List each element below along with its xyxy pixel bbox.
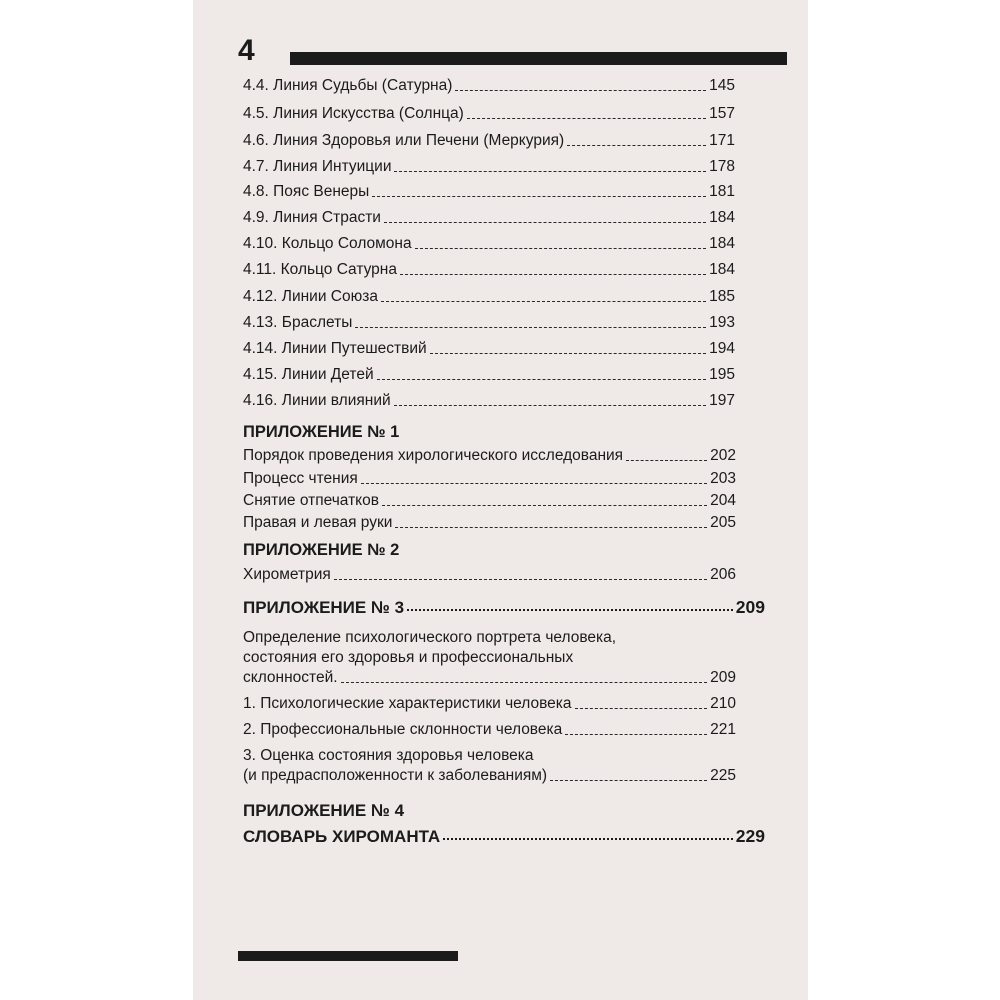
toc-entry-page: 171 bbox=[709, 132, 735, 149]
toc-entry-title: Хирометрия bbox=[243, 566, 331, 583]
toc-entry-title: склонностей. bbox=[243, 669, 338, 686]
appendix-3-page: 209 bbox=[735, 597, 765, 617]
appendix-1-heading[interactable]: ПРИЛОЖЕНИЕ № 1 bbox=[243, 423, 400, 441]
toc-entry-title: 4.4. Линия Судьбы (Сатурна) bbox=[243, 77, 453, 94]
dot-leader bbox=[407, 609, 733, 611]
toc-entry-page: 195 bbox=[709, 366, 735, 383]
toc-entry-page: 202 bbox=[710, 447, 736, 464]
toc-entry[interactable] bbox=[243, 766, 736, 786]
toc-entry-title: 1. Психологические характеристики человека bbox=[243, 695, 572, 712]
toc-entry[interactable] bbox=[243, 446, 736, 466]
toc-entry[interactable] bbox=[243, 313, 735, 333]
dot-leader bbox=[575, 708, 708, 709]
toc-entry-page: 193 bbox=[709, 314, 735, 331]
toc-entry-page: 181 bbox=[709, 183, 735, 200]
toc-entry-page: 145 bbox=[709, 77, 735, 94]
toc-entry-page: 178 bbox=[709, 158, 735, 175]
dot-leader bbox=[467, 118, 706, 119]
dot-leader bbox=[384, 222, 706, 223]
toc-entry[interactable] bbox=[243, 513, 736, 533]
toc-entry[interactable] bbox=[243, 76, 735, 96]
toc-entry-title: 4.7. Линия Интуиции bbox=[243, 158, 392, 175]
toc-entry[interactable] bbox=[243, 720, 736, 740]
header-rule bbox=[290, 52, 787, 65]
toc-entry-page: 204 bbox=[710, 492, 736, 509]
footer-rule bbox=[238, 951, 458, 961]
dot-leader bbox=[443, 838, 733, 840]
toc-entry-page: 194 bbox=[709, 340, 735, 357]
toc-entry[interactable] bbox=[243, 491, 736, 511]
toc-entry-page: 205 bbox=[710, 514, 736, 531]
appendix-4-title: СЛОВАРЬ ХИРОМАНТА bbox=[243, 827, 441, 846]
appendix-3-heading: ПРИЛОЖЕНИЕ № 3 bbox=[243, 598, 405, 617]
toc-entry[interactable] bbox=[243, 131, 735, 151]
dot-leader bbox=[395, 527, 707, 528]
toc-entry[interactable] bbox=[243, 234, 735, 254]
dot-leader bbox=[626, 460, 707, 461]
toc-entry-page: 209 bbox=[710, 669, 736, 686]
toc-entry-title: 4.10. Кольцо Соломона bbox=[243, 235, 412, 252]
toc-entry-title: 4.9. Линия Страсти bbox=[243, 209, 381, 226]
toc-entry-page: 157 bbox=[709, 105, 735, 122]
toc-entry[interactable] bbox=[243, 157, 735, 177]
toc-entry-title: Правая и левая руки bbox=[243, 514, 393, 531]
toc-entry[interactable] bbox=[243, 260, 735, 280]
toc-entry-page: 225 bbox=[710, 767, 736, 784]
dot-leader bbox=[394, 405, 706, 406]
toc-entry[interactable] bbox=[243, 565, 736, 585]
toc-entry-title: 4.8. Пояс Венеры bbox=[243, 183, 370, 200]
appendix-3-intro-line: Определение психологического портрета человека, bbox=[243, 629, 617, 646]
toc-entry-title: 4.13. Браслеты bbox=[243, 314, 353, 331]
toc-entry[interactable] bbox=[243, 668, 736, 688]
dot-leader bbox=[361, 483, 707, 484]
toc-entry-title: 2. Профессиональные склонности человека bbox=[243, 721, 563, 738]
dot-leader bbox=[455, 90, 706, 91]
toc-entry-page: 184 bbox=[709, 209, 735, 226]
toc-entry-page: 184 bbox=[709, 235, 735, 252]
toc-entry-page: 221 bbox=[710, 721, 736, 738]
toc-entry[interactable] bbox=[243, 182, 735, 202]
toc-entry-title: Порядок проведения хирологического исследования bbox=[243, 447, 624, 464]
appendix-4-page: 229 bbox=[735, 826, 765, 846]
toc-entry-page: 185 bbox=[709, 288, 735, 305]
dot-leader bbox=[567, 145, 706, 146]
toc-entry[interactable] bbox=[243, 469, 736, 489]
toc-entry-page: 197 bbox=[709, 392, 735, 409]
appendix-3-heading-row[interactable] bbox=[243, 597, 765, 618]
appendix-3-intro-line: состояния его здоровья и профессиональных bbox=[243, 649, 574, 666]
toc-entry-title: 4.6. Линия Здоровья или Печени (Меркурия) bbox=[243, 132, 565, 149]
dot-leader bbox=[382, 505, 707, 506]
toc-entry[interactable] bbox=[243, 694, 736, 714]
appendix-3-item-3-line: 3. Оценка состояния здоровья человека bbox=[243, 747, 534, 764]
dot-leader bbox=[377, 379, 707, 380]
toc-entry-page: 203 bbox=[710, 470, 736, 487]
appendix-2-heading[interactable]: ПРИЛОЖЕНИЕ № 2 bbox=[243, 541, 400, 559]
toc-entry-title: 4.11. Кольцо Сатурна bbox=[243, 261, 397, 278]
toc-entry-title: Снятие отпечатков bbox=[243, 492, 379, 509]
toc-entry-title: 4.14. Линии Путешествий bbox=[243, 340, 427, 357]
dot-leader bbox=[381, 301, 706, 302]
dot-leader bbox=[394, 171, 706, 172]
dot-leader bbox=[565, 734, 707, 735]
dot-leader bbox=[341, 682, 708, 683]
dot-leader bbox=[550, 780, 707, 781]
toc-entry[interactable] bbox=[243, 208, 735, 228]
toc-entry-title: 4.12. Линии Союза bbox=[243, 288, 378, 305]
toc-entry[interactable] bbox=[243, 287, 735, 307]
toc-entry-page: 184 bbox=[709, 261, 735, 278]
appendix-4-title-row[interactable] bbox=[243, 826, 765, 847]
dot-leader bbox=[415, 248, 707, 249]
toc-entry-page: 210 bbox=[710, 695, 736, 712]
toc-entry-title: Процесс чтения bbox=[243, 470, 358, 487]
toc-entry[interactable] bbox=[243, 339, 735, 359]
toc-entry-title: 4.5. Линия Искусства (Солнца) bbox=[243, 105, 464, 122]
toc-entry-title: 4.15. Линии Детей bbox=[243, 366, 374, 383]
dot-leader bbox=[372, 196, 706, 197]
page-number: 4 bbox=[238, 34, 255, 67]
toc-entry-page: 206 bbox=[710, 566, 736, 583]
dot-leader bbox=[400, 274, 706, 275]
toc-entry-title: (и предрасположенности к заболеваниям) bbox=[243, 767, 548, 784]
dot-leader bbox=[334, 579, 707, 580]
dot-leader bbox=[430, 353, 706, 354]
toc-entry-title: 4.16. Линии влияний bbox=[243, 392, 391, 409]
appendix-4-heading[interactable]: ПРИЛОЖЕНИЕ № 4 bbox=[243, 801, 405, 820]
dot-leader bbox=[355, 327, 706, 328]
toc-entry[interactable] bbox=[243, 365, 735, 385]
toc-entry[interactable] bbox=[243, 391, 735, 411]
toc-entry[interactable] bbox=[243, 104, 735, 124]
